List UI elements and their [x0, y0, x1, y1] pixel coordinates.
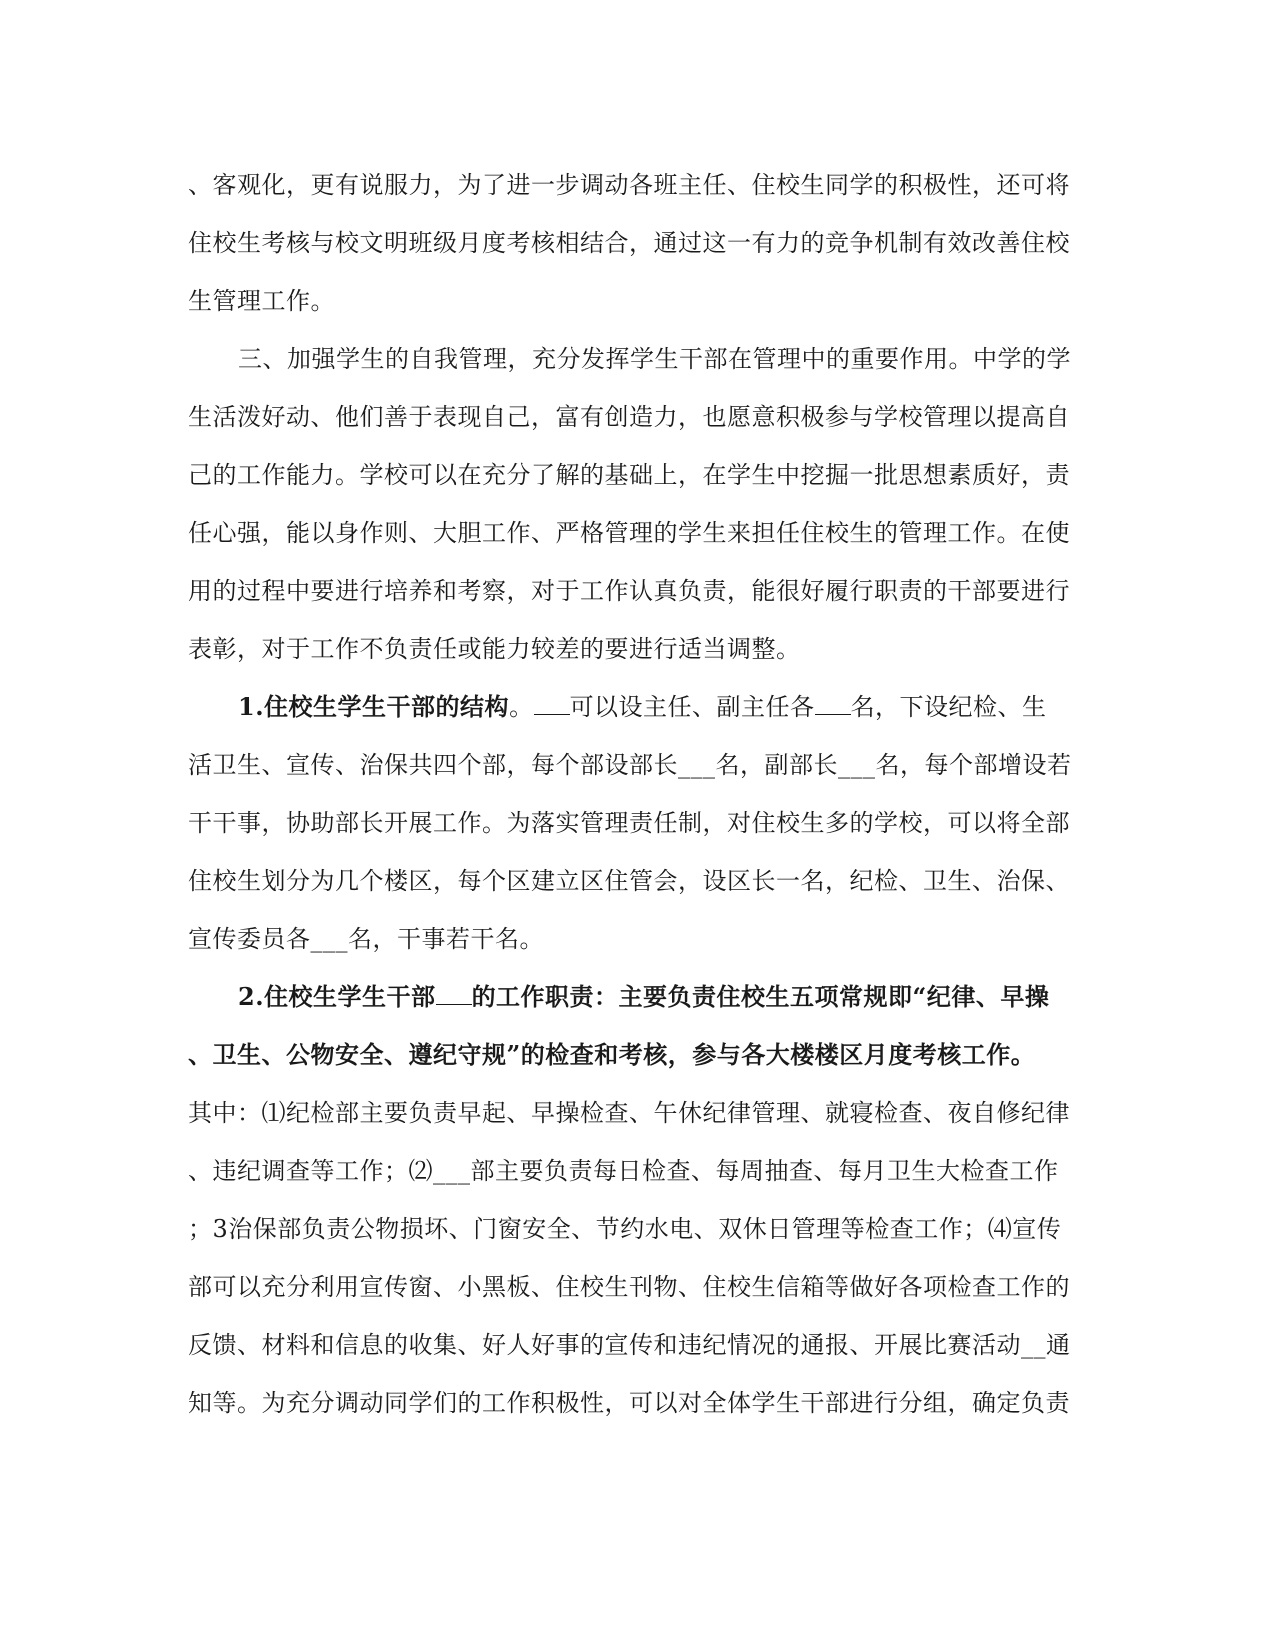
paragraph-4-bold-line-1: [238, 982, 1088, 1012]
fill-blank: [436, 982, 472, 1005]
fill-blank: [815, 692, 851, 715]
section-heading-1: 1.住校生学生干部的结构: [238, 692, 510, 721]
paragraph-3-text-c: 名，下设纪检、生: [850, 693, 1047, 721]
paragraph-3-line-4: 住校生划分为几个楼区，每个区建立区住管会，设区长一名，纪检、卫生、治保、: [188, 867, 1070, 895]
paragraph-4-bold-line-2: 、卫生、公物安全、遵纪守规”的检查和考核，参与各大楼楼区月度考核工作。: [188, 1040, 1036, 1069]
paragraph-4-line-3: ；3治保部负责公物损坏、门窗安全、节约水电、双休日管理等检查工作；⑷宣传: [188, 1215, 1062, 1243]
paragraph-3-text-b: 可以设主任、副主任各: [569, 693, 815, 721]
paragraph-2-line-5: 用的过程中要进行培养和考察，对于工作认真负责，能很好履行职责的干部要进行: [188, 577, 1070, 605]
paragraph-3-line-1: [238, 692, 1088, 722]
paragraph-4-line-4: 部可以充分利用宣传窗、小黑板、住校生刊物、住校生信箱等做好各项检查工作的: [188, 1273, 1070, 1301]
paragraph-3-text-a: 。: [509, 693, 534, 721]
paragraph-3-line-2: 活卫生、宣传、治保共四个部，每个部设部长___名，副部长___名，每个部增设若: [188, 751, 1072, 779]
paragraph-4-line-5: 反馈、材料和信息的收集、好人好事的宣传和违纪情况的通报、开展比赛活动__通: [188, 1331, 1071, 1359]
paragraph-2-line-1: 三、加强学生的自我管理，充分发挥学生干部在管理中的重要作用。中学的学: [238, 345, 1071, 373]
paragraph-1-line-1: 、客观化，更有说服力，为了进一步调动各班主任、住校生同学的积极性，还可将: [188, 171, 1070, 199]
paragraph-1-line-2: 住校生考核与校文明班级月度考核相结合，通过这一有力的竞争机制有效改善住校: [188, 229, 1070, 257]
paragraph-4-line-2: 、违纪调查等工作；⑵___部主要负责每日检查、每周抽查、每月卫生大检查工作: [188, 1157, 1059, 1185]
paragraph-3-line-3: 干干事，协助部长开展工作。为落实管理责任制，对住校生多的学校，可以将全部: [188, 809, 1070, 837]
fill-blank: [534, 692, 570, 715]
section-heading-2: 2.住校生学生干部: [238, 982, 436, 1011]
paragraph-4-line-6: 知等。为充分调动同学们的工作积极性，可以对全体学生干部进行分组，确定负责: [188, 1389, 1070, 1417]
paragraph-4-line-1: 其中：⑴纪检部主要负责早起、早操检查、午休纪律管理、就寝检查、夜自修纪律: [188, 1099, 1070, 1127]
paragraph-3-line-5: 宣传委员各___名，干事若干名。: [188, 925, 544, 953]
paragraph-2-line-3: 己的工作能力。学校可以在充分了解的基础上，在学生中挖掘一批思想素质好，责: [188, 461, 1070, 489]
paragraph-4-bold-text: 的工作职责：主要负责住校生五项常规即“纪律、早操: [471, 982, 1050, 1011]
paragraph-2-line-6: 表彰，对于工作不负责任或能力较差的要进行适当调整。: [188, 635, 801, 663]
paragraph-1-line-3: 生管理工作。: [188, 287, 335, 315]
paragraph-2-line-4: 任心强，能以身作则、大胆工作、严格管理的学生来担任住校生的管理工作。在使: [188, 519, 1070, 547]
paragraph-2-line-2: 生活泼好动、他们善于表现自己，富有创造力，也愿意积极参与学校管理以提高自: [188, 403, 1070, 431]
